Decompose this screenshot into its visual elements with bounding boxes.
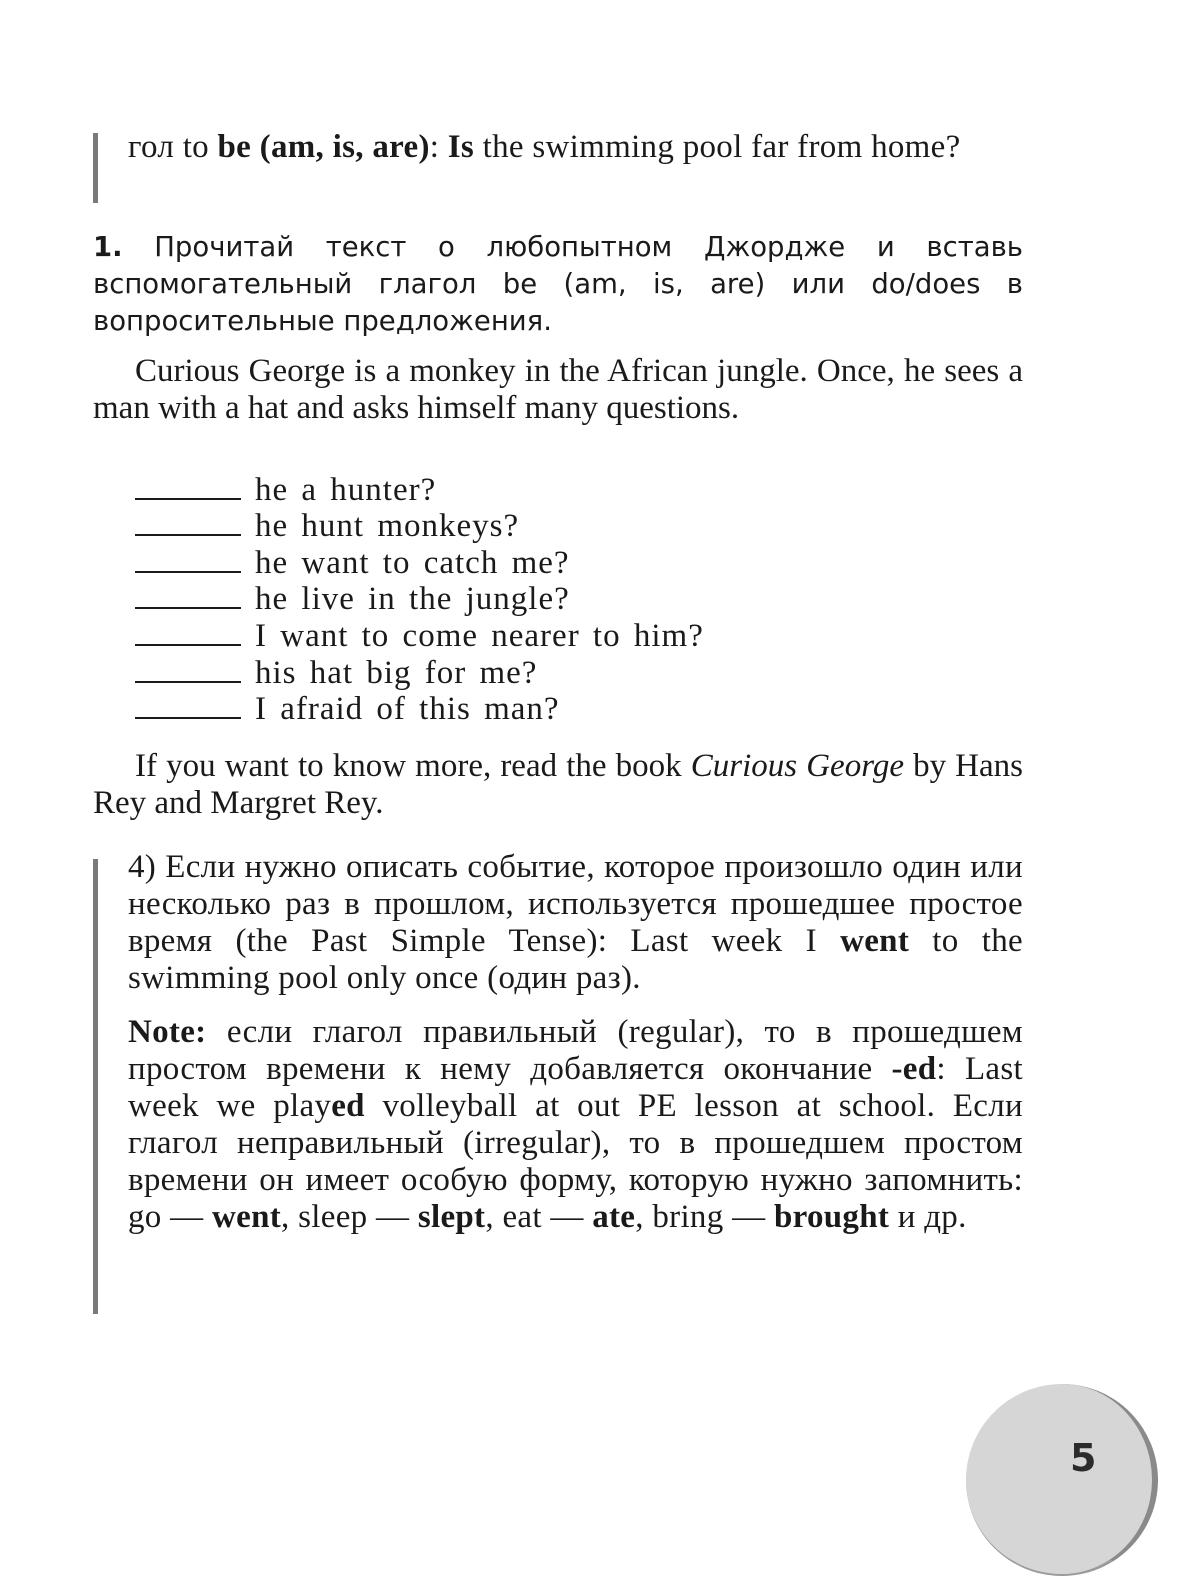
story-intro-text: Curious George is a monkey in the African jungle. Once, he sees a man with a hat and asks himself many questions. — [93, 353, 1023, 426]
question-item — [135, 654, 704, 691]
exercise-instruction — [93, 229, 1023, 340]
rule-bar — [93, 133, 98, 203]
answer-blank[interactable] — [135, 534, 241, 536]
rule-text: : Last week we play — [128, 1051, 1023, 1124]
rule-text: гол to — [128, 129, 218, 165]
rule-paragraph — [128, 849, 1023, 997]
question-text: his hat big for me? — [255, 654, 538, 691]
answer-blank[interactable] — [135, 644, 241, 646]
rule-text-top — [128, 129, 1023, 166]
question-item — [135, 544, 704, 581]
question-item — [135, 691, 704, 728]
story-outro — [93, 748, 1023, 822]
rule-note — [128, 1014, 1023, 1236]
rule-bold: brought — [773, 1199, 890, 1235]
story-intro — [93, 353, 1023, 427]
answer-blank[interactable] — [135, 498, 241, 500]
page-number: 5 — [1070, 1436, 1097, 1480]
question-text: he want to catch me? — [255, 544, 570, 581]
book-title: Curious George — [690, 748, 904, 784]
answer-blank[interactable] — [135, 571, 241, 573]
question-text: he hunt monkeys? — [255, 508, 520, 545]
question-list — [135, 471, 704, 727]
rule-bold: Is — [447, 129, 475, 165]
rule-text: : — [429, 129, 448, 165]
page-number-badge — [966, 1384, 1162, 1580]
rule-text-bottom — [128, 849, 1023, 1236]
question-item — [135, 471, 704, 508]
page-number-circle — [966, 1384, 1158, 1576]
rule-bold: -ed — [891, 1051, 937, 1087]
answer-blank[interactable] — [135, 717, 241, 719]
exercise-number: 1. — [93, 231, 123, 263]
rule-text: to the swimming pool only once (один раз). — [128, 923, 1023, 996]
outro-text: by Hans Rey and Margret Rey. — [93, 748, 1024, 821]
rule-text: , eat — — [485, 1199, 593, 1235]
rule-text: volleyball at out PE lesson at school. Если глагол неправильный (irregular), то в прошедшем простом времени он имеет особую форму, которую нужно запомнить: go — — [128, 1088, 1023, 1235]
rule-text: , bring — — [635, 1199, 774, 1235]
question-text: he live in the jungle? — [255, 581, 570, 618]
rule-bold: slept — [417, 1199, 486, 1235]
answer-blank[interactable] — [135, 607, 241, 609]
rule-bold: ed — [331, 1088, 365, 1124]
rule-text: 4) Если нужно описать событие, которое произошло один или несколько раз в прошлом, используется прошедшее простое время (the Past Simple Tense): Last week I — [128, 849, 1023, 959]
question-item — [135, 508, 704, 545]
rule-text: если глагол правильный (regular), то в прошедшем простом времени к нему добавляется окончание — [128, 1014, 1023, 1087]
rule-text: , sleep — — [281, 1199, 418, 1235]
rule-box-top — [93, 129, 1023, 166]
rule-bold: went — [212, 1199, 282, 1235]
outro-text: If you want to know more, read the book — [135, 748, 691, 784]
story-outro-text — [93, 748, 1023, 822]
rule-bold: ate — [592, 1199, 636, 1235]
note-label: Note: — [128, 1014, 207, 1050]
rule-bold: went — [840, 923, 910, 959]
question-text: I afraid of this man? — [255, 691, 560, 728]
question-text: I want to come nearer to him? — [255, 617, 704, 654]
question-item — [135, 617, 704, 654]
rule-text: the swimming pool far from home? — [474, 129, 961, 165]
answer-blank[interactable] — [135, 681, 241, 683]
rule-box-bottom — [93, 849, 1023, 1236]
rule-text: и др. — [889, 1199, 967, 1235]
rule-bar — [93, 859, 98, 1314]
question-item — [135, 581, 704, 618]
exercise-text: Прочитай текст о любопытном Джордже и вставь вспомогательный глагол be (am, is, are) или do/does в вопросительные предложения. — [93, 231, 1023, 337]
question-text: he a hunter? — [255, 471, 437, 508]
rule-bold: be (am, is, are) — [217, 129, 430, 165]
